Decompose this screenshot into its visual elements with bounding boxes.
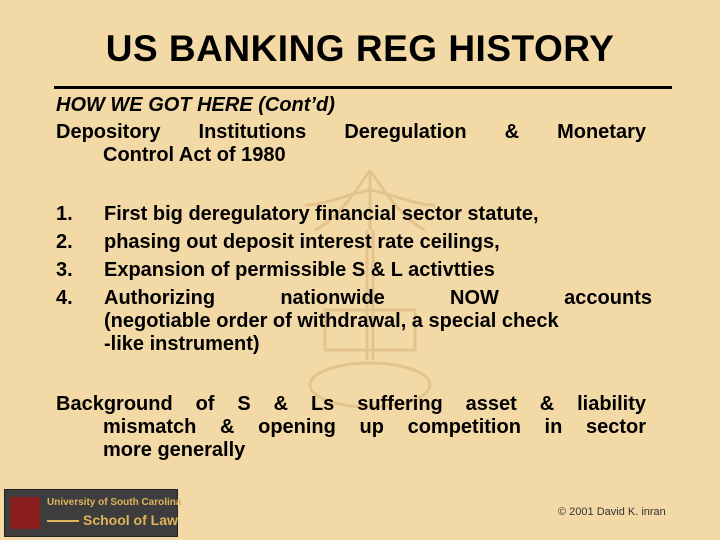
list-number: 1. [56, 203, 73, 225]
list-item [56, 259, 652, 282]
list-number: 2. [56, 231, 73, 253]
list-text: First big deregulatory financial sector statute, [104, 203, 539, 225]
background-line: mismatch & opening up competition in sector [103, 416, 646, 438]
list-text: Authorizing nationwide NOW accounts [104, 287, 652, 309]
logo-university-name: University of South Carolina [47, 497, 182, 508]
intro-line: Control Act of 1980 [103, 144, 286, 166]
list-item [56, 203, 652, 226]
background-line: more generally [103, 439, 246, 461]
list-text: -like instrument) [104, 333, 260, 355]
section-heading: HOW WE GOT HERE (Cont’d) [56, 94, 335, 116]
intro-line: Depository Institutions Deregulation & Monetary [56, 121, 646, 143]
numbered-list [56, 203, 652, 356]
university-seal-icon [10, 497, 40, 529]
intro-paragraph [56, 121, 646, 167]
school-logo [4, 489, 182, 537]
list-text: Expansion of permissible S & L activtties [104, 259, 495, 281]
list-number: 4. [56, 287, 73, 309]
list-item [56, 287, 652, 356]
copyright-notice: © 2001 David K. inran [558, 506, 666, 518]
background-line: Background of S & Ls suffering asset & liability [56, 393, 646, 415]
logo-divider [47, 520, 79, 522]
list-text: phasing out deposit interest rate ceilings, [104, 231, 500, 253]
list-item [56, 231, 652, 254]
background-paragraph [56, 393, 646, 462]
slide-title: US BANKING REG HISTORY [105, 28, 615, 69]
logo-school-name: School of Law [83, 512, 178, 528]
title-underline [54, 86, 672, 89]
list-number: 3. [56, 259, 73, 281]
list-text: (negotiable order of withdrawal, a special check [104, 310, 559, 332]
